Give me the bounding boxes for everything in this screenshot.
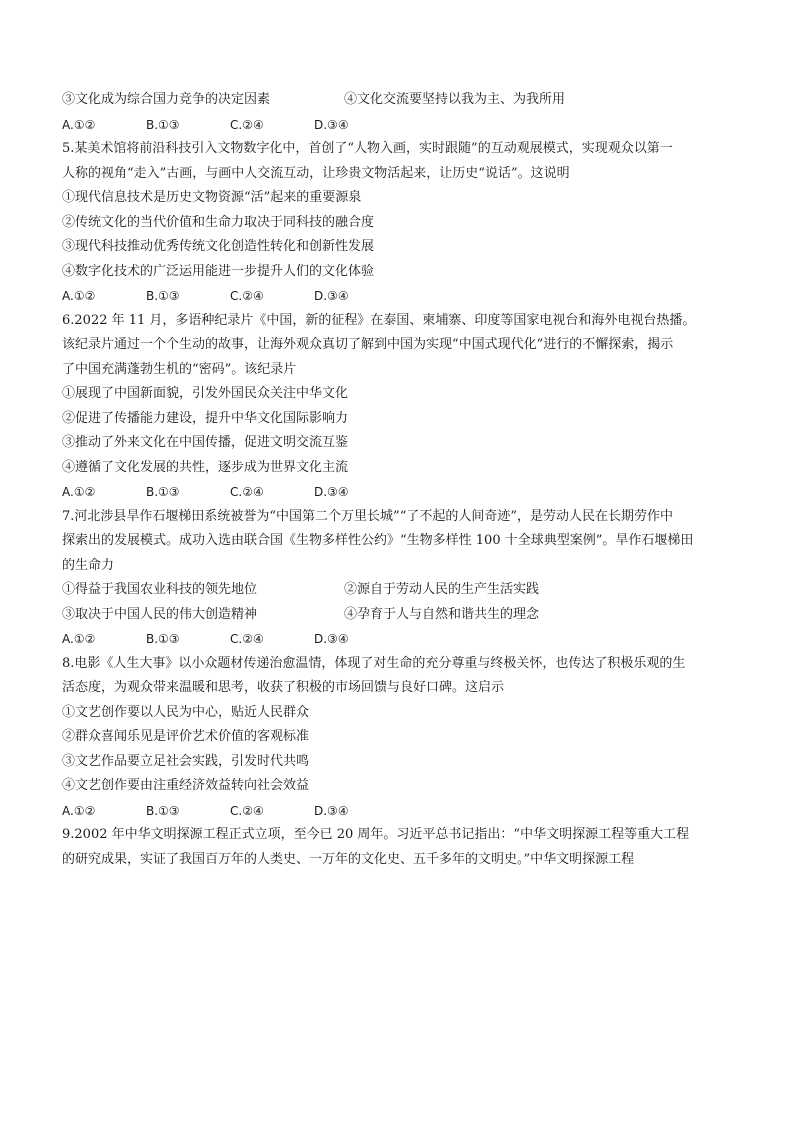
q8-option-4: ④文艺创作要由注重经济效益转向社会效益 — [62, 778, 310, 793]
q6-option-2: ②促进了传播能力建设，提升中华文化国际影响力 — [62, 410, 349, 426]
q9-stem-line-1: 9.2002 年中华文明探源工程正式立项，至今已 20 周年。习近平总书记指出：“中华文明探源工程等重大工程 — [62, 827, 690, 842]
q8-answer-b: B.①③ — [146, 803, 180, 818]
q4-option-4: ④文化交流要坚持以我为主、为我所用 — [344, 92, 566, 107]
q7-option-4: ④孕育于人与自然和谐共生的理念 — [344, 606, 540, 622]
q5-stem-line-1: 5.某美术馆将前沿科技引入文物数字化中，首创了“人物入画，实时跟随”的互动观展模式，实现观众以第一 — [62, 141, 673, 156]
q7-stem-line-2: 探索出的发展模式。成功入选由联合国《生物多样性公约》“生物多样性 100 十全球典型案例”。旱作石堰梯田 — [62, 533, 694, 548]
q5-answer-d: D.③④ — [314, 289, 349, 303]
q4-option-3: ③文化成为综合国力竞争的决定因素 — [62, 92, 271, 107]
q7-options-row-2 — [62, 603, 752, 628]
q7-answer-d: D.③④ — [314, 632, 349, 646]
q5-answer-b: B.①③ — [146, 289, 180, 303]
q5-answer-c: C.②④ — [230, 289, 264, 303]
q5-option-2: ②传统文化的当代价值和生命力取决于同科技的融合度 — [62, 214, 375, 230]
q8-answer-c: C.②④ — [230, 803, 264, 818]
q9-stem-line-2: 的研究成果，实证了我国百万年的人类史、一万年的文化史、五千多年的文明史。”中华文明探源工程 — [62, 851, 635, 867]
q5-option-1: ①现代信息技术是历史文物资源“活”起来的重要源泉 — [62, 190, 362, 205]
q7-stem-line-3: 的生命力 — [62, 557, 115, 573]
q6-answer-a: A.①② — [62, 485, 96, 499]
q8-stem-line-1: 8.电影《人生大事》以小众题材传递治愈温情，体现了对生命的充分尊重与终极关怀，也传达了积极乐观的生 — [62, 655, 686, 671]
q6-answer-c: C.②④ — [230, 485, 264, 499]
q8-answer-d: D.③④ — [314, 803, 349, 818]
q7-answer-b: B.①③ — [146, 632, 180, 646]
q8-answer-a: A.①② — [62, 803, 96, 818]
q8-option-3: ③文艺作品要立足社会实践，引发时代共鸣 — [62, 753, 310, 769]
q7-options-row-1 — [62, 578, 752, 603]
q6-answer-b: B.①③ — [146, 485, 180, 499]
q5-option-3: ③现代科技推动优秀传统文化创造性转化和创新性发展 — [62, 239, 375, 254]
q6-stem-line-2: 该纪录片通过一个个生动的故事，让海外观众真切了解到中国为实现“中国式现代化”进行的不懈探索，揭示 — [62, 337, 674, 352]
q8-stem-line-2: 活态度，为观众带来温暖和思考，收获了积极的市场回馈与良好口碑。这启示 — [62, 680, 505, 695]
q5-answer-a: A.①② — [62, 289, 96, 303]
q8-answer-choices — [62, 799, 752, 824]
q7-answer-a: A.①② — [62, 632, 96, 646]
q7-stem-line-1: 7.河北涉县旱作石堰梯田系统被誉为“中国第二个万里长城”“了不起的人间奇迹”，是劳动人民在长期劳作中 — [62, 508, 673, 524]
q7-option-1: ①得益于我国农业科技的领先地位 — [62, 582, 258, 597]
q4-options-row — [62, 88, 752, 113]
q5-option-4: ④数字化技术的广泛运用能进一步提升人们的文化体验 — [62, 263, 375, 279]
q6-stem-line-1: 6.2022 年 11 月，多语种纪录片《中国，新的征程》在泰国、柬埔寨、印度等国家电视台和海外电视台热播。 — [62, 312, 696, 328]
q7-option-2: ②源自于劳动人民的生产生活实践 — [344, 582, 540, 597]
q4-answer-a: A.①② — [62, 117, 96, 132]
q8-option-1: ①文艺创作要以人民为中心，贴近人民群众 — [62, 704, 310, 720]
q5-stem-line-2: 人称的视角“走入”古画，与画中人交流互动，让珍贵文物活起来，让历史“说话”。这说明 — [62, 165, 570, 181]
q4-answer-d: D.③④ — [314, 117, 349, 132]
q5-answer-choices — [62, 284, 752, 309]
q6-stem-line-3: 了中国充满蓬勃生机的“密码”。该纪录片 — [62, 361, 297, 377]
q4-answer-b: B.①③ — [146, 117, 180, 132]
q7-answer-choices — [62, 627, 752, 652]
q6-option-3: ③推动了外来文化在中国传播，促进文明交流互鉴 — [62, 435, 349, 450]
q6-answer-d: D.③④ — [314, 485, 349, 499]
q6-option-1: ①展现了中国新面貌，引发外国民众关注中华文化 — [62, 386, 349, 401]
q8-option-2: ②群众喜闻乐见是评价艺术价值的客观标准 — [62, 729, 310, 744]
q7-option-3: ③取决于中国人民的伟大创造精神 — [62, 606, 258, 622]
q6-option-4: ④遵循了文化发展的共性，逐步成为世界文化主流 — [62, 459, 349, 475]
q6-answer-choices — [62, 480, 752, 505]
q4-answer-c: C.②④ — [230, 117, 264, 132]
q4-answer-choices — [62, 113, 752, 138]
page-content — [62, 88, 752, 872]
q7-answer-c: C.②④ — [230, 632, 264, 646]
